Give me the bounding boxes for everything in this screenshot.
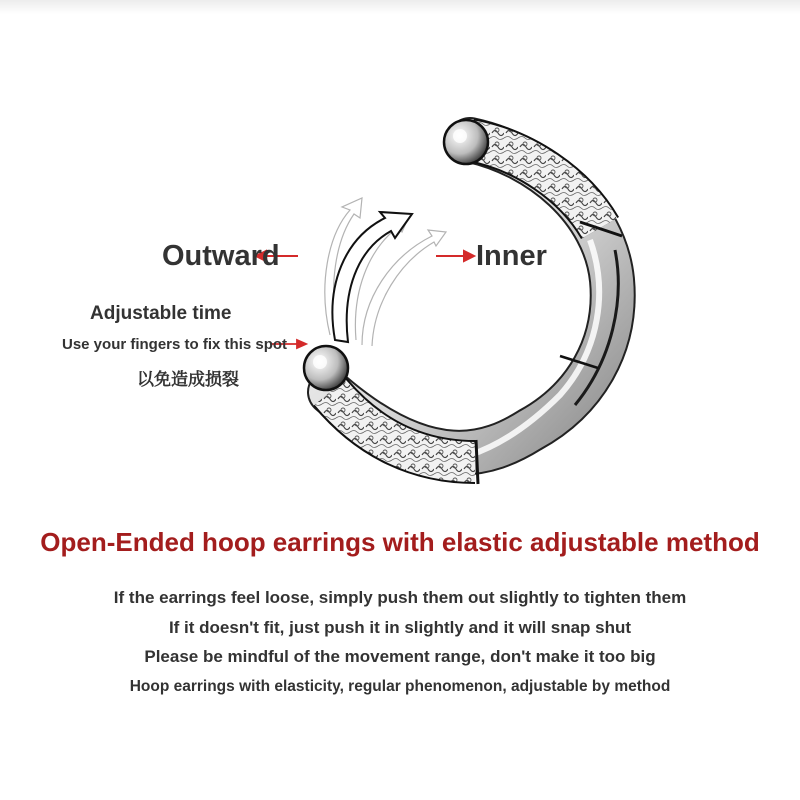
instruction-line: Hoop earrings with elasticity, regular phenomenon, adjustable by method [129,678,671,695]
chinese-note-label: 以免造成损裂 [137,370,239,389]
inner-arrow [436,251,474,261]
inner-label: Inner [476,240,547,272]
fingers-hint-label: Use your fingers to fix this spot [62,336,288,353]
instruction-line: Please be mindful of the movement range, don't make it too big [144,647,656,666]
instruction-line: If the earrings feel loose, simply push them out slightly to tighten them [113,588,687,607]
headline: Open-Ended hoop earrings with elastic adjustable method [40,527,760,557]
instruction-line: If it doesn't fit, just push it in slightly and it will snap shut [168,618,632,637]
earring-ball-top [444,120,488,164]
adjustable-time-label: Adjustable time [90,303,232,324]
outward-label: Outward [162,240,280,272]
earring-ball-bottom [304,346,348,390]
